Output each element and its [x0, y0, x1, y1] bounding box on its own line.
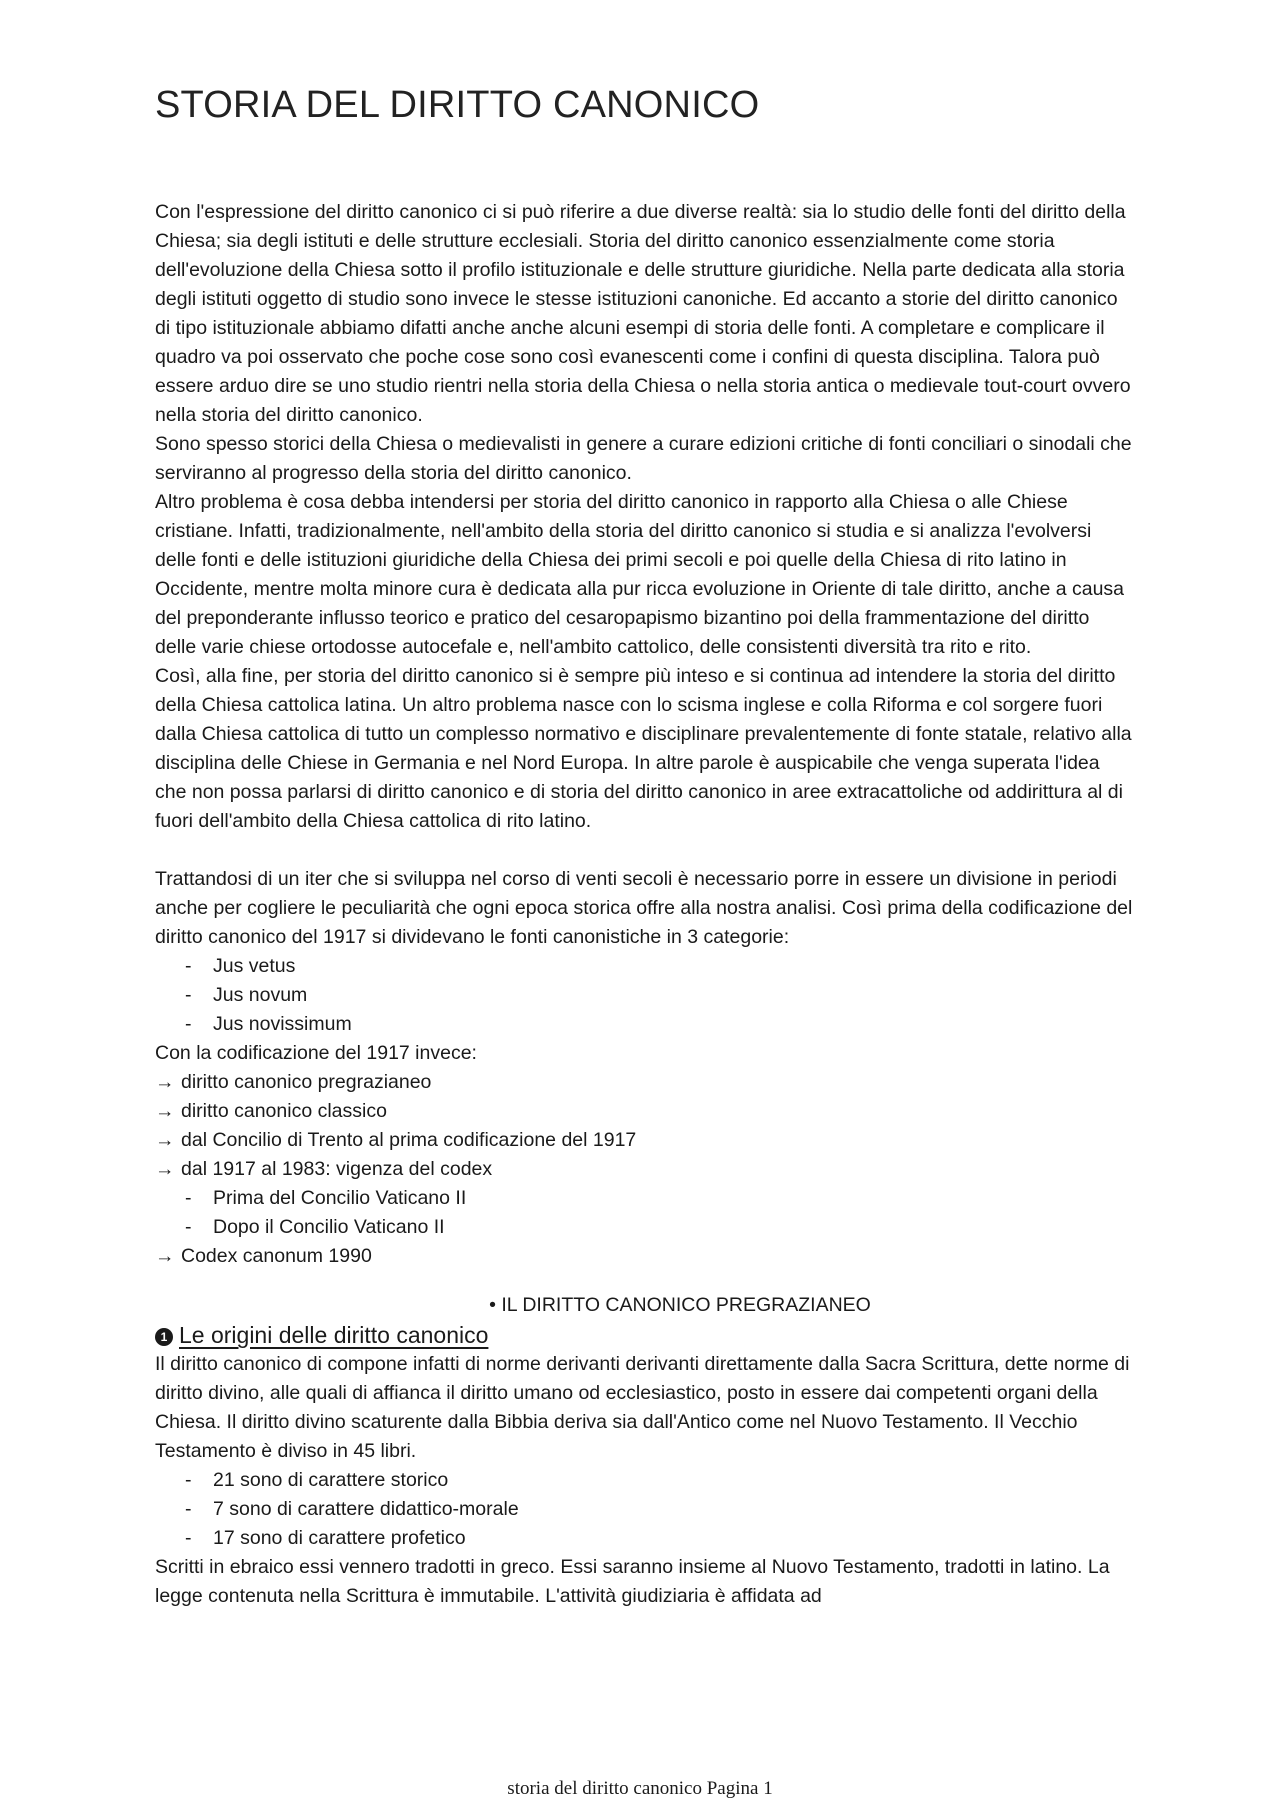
intro-paragraph-3: Altro problema è cosa debba intendersi per storia del diritto canonico in rapporto alla Chiesa o alle Chiese cristiane. Infatti, tradizionalmente, nell'ambito della storia del diritto canonico si studia e si analizza l'evolversi delle fonti e delle istituzioni giuridiche della Chiesa dei primi secoli e poi quelle della Chiesa di rito latino in Occidente, mentre molta minore cura è dedicata alla pur ricca evoluzione in Oriente di tale diritto, anche a causa del preponderante influsso teorico e pratico del cesaropapismo bizantino poi della frammentazione del diritto delle varie chiese ortodosse autocefale e, nell'ambito cattolico, delle consistenti diversità tra rito e rito.	[155, 491, 1125, 658]
dash-bullet: -	[185, 1216, 192, 1238]
list-item-text: dal Concilio di Trento al prima codificazione del 1917	[181, 1129, 637, 1151]
list-item	[155, 1097, 1135, 1126]
list-item-text: Jus novum	[213, 984, 308, 1006]
list-item	[155, 952, 1135, 981]
document-content	[155, 82, 1135, 1611]
list-item-text: 21 sono di carattere storico	[213, 1469, 449, 1491]
document-body	[155, 198, 1135, 1611]
list-item	[155, 1524, 1135, 1553]
dash-bullet: -	[185, 1527, 192, 1549]
list-item	[155, 1068, 1135, 1097]
intro-paragraph-1: Con l'espressione del diritto canonico ci si può riferire a due diverse realtà: sia lo studio delle fonti del diritto della Chiesa; sia degli istituti e delle strutture ecclesiali. Storia del diritto canonico essenzialmente come storia dell'evoluzione della Chiesa sotto il profilo istituzionale e delle strutture giuridiche. Nella parte dedicata alla storia degli istituti oggetto di studio sono invece le stesse istituzioni canoniche. Ed accanto a storie del diritto canonico di tipo istituzionale abbiamo difatti anche anche alcuni esempi di storia delle fonti. A completare e complicare il quadro va poi osservato che poche cose sono così evanescenti come i confini di questa disciplina. Talora può essere arduo dire se uno studio rientri nella storia della Chiesa o nella storia antica o medievale tout-court ovvero nella storia del diritto canonico.	[155, 201, 1131, 426]
arrow-right-icon: →	[155, 1071, 175, 1093]
list-item-text: diritto canonico classico	[181, 1100, 387, 1122]
number-circle-icon: 1	[155, 1328, 173, 1346]
list-item	[155, 1155, 1135, 1184]
arrow-right-icon: →	[155, 1245, 175, 1267]
list-item-text: Jus vetus	[213, 955, 296, 977]
arrow-right-icon: →	[155, 1158, 175, 1180]
list-item	[155, 981, 1135, 1010]
origins-paragraph: Il diritto canonico di compone infatti di norme derivanti derivanti direttamente dalla Sacra Scrittura, dette norme di diritto divino, alle quali di affianca il diritto umano od ecclesiastico, posto in essere dai competenti organi della Chiesa. Il diritto divino scaturente dalla Bibbia deriva sia dall'Antico come nel Nuovo Testamento. Il Vecchio Testamento è diviso in 45 libri.	[155, 1353, 1130, 1462]
list-item	[155, 1466, 1135, 1495]
dash-bullet: -	[185, 1013, 192, 1035]
arrow-right-icon: →	[155, 1129, 175, 1151]
list-item	[155, 1495, 1135, 1524]
periods-paragraph: Trattandosi di un iter che si sviluppa nel corso di venti secoli è necessario porre in essere un divisione in periodi anche per cogliere le peculiarità che ogni epoca storica offre alla nostra analisi. Così prima della codificazione del diritto canonico del 1917 si dividevano le fonti canonistiche in 3 categorie:	[155, 868, 1133, 948]
list-item-text: Dopo il Concilio Vaticano II	[213, 1216, 445, 1238]
list-item-text: diritto canonico pregrazianeo	[181, 1071, 432, 1093]
list-item-text: Jus novissimum	[213, 1013, 352, 1035]
list-item-text: 17 sono di carattere profetico	[213, 1527, 466, 1549]
page-title: STORIA DEL DIRITTO CANONICO	[155, 84, 760, 126]
list-item-text: Codex canonum 1990	[181, 1245, 372, 1267]
section-heading: • IL DIRITTO CANONICO PREGRAZIANEO	[489, 1294, 871, 1316]
list-item-text: Prima del Concilio Vaticano II	[213, 1187, 467, 1209]
dash-bullet: -	[185, 1469, 192, 1491]
list-item	[155, 1213, 1135, 1242]
list-item	[155, 1010, 1135, 1039]
intro-paragraph-4: Così, alla fine, per storia del diritto canonico si è sempre più inteso e si continua ad intendere la storia del diritto della Chiesa cattolica latina. Un altro problema nasce con lo scisma inglese e colla Riforma e col sorgere fuori dalla Chiesa cattolica di tutto un complesso normativo e disciplinare prevalentemente di fonte statale, relativo alla disciplina delle Chiese in Germania e nel Nord Europa. In altre parole è auspicabile che venga superata l'idea che non possa parlarsi di diritto canonico e di storia del diritto canonico in aree extracattoliche od addirittura al di fuori dell'ambito della Chiesa cattolica di rito latino.	[155, 665, 1132, 832]
sub-heading	[155, 1320, 1135, 1350]
dash-bullet: -	[185, 1187, 192, 1209]
dash-bullet: -	[185, 1498, 192, 1520]
sub-heading-text: Le origini delle diritto canonico	[179, 1322, 489, 1348]
list-item-text: dal 1917 al 1983: vigenza del codex	[181, 1158, 493, 1180]
codification-intro: Con la codificazione del 1917 invece:	[155, 1042, 477, 1064]
arrow-right-icon: →	[155, 1100, 175, 1122]
list-item	[155, 1184, 1135, 1213]
intro-paragraph-2: Sono spesso storici della Chiesa o medievalisti in genere a curare edizioni critiche di fonti conciliari o sinodali che serviranno al progresso della storia del diritto canonico.	[155, 433, 1132, 484]
list-item-text: 7 sono di carattere didattico-morale	[213, 1498, 519, 1520]
dash-bullet: -	[185, 984, 192, 1006]
closing-paragraph: Scritti in ebraico essi vennero tradotti in greco. Essi saranno insieme al Nuovo Testamento, tradotti in latino. La legge contenuta nella Scrittura è immutabile. L'attività giudiziaria è affidata ad	[155, 1556, 1110, 1607]
page-footer: storia del diritto canonico Pagina 1	[507, 1778, 773, 1799]
list-item	[155, 1242, 1135, 1271]
spacer	[155, 836, 1135, 865]
dash-bullet: -	[185, 955, 192, 977]
list-item	[155, 1126, 1135, 1155]
